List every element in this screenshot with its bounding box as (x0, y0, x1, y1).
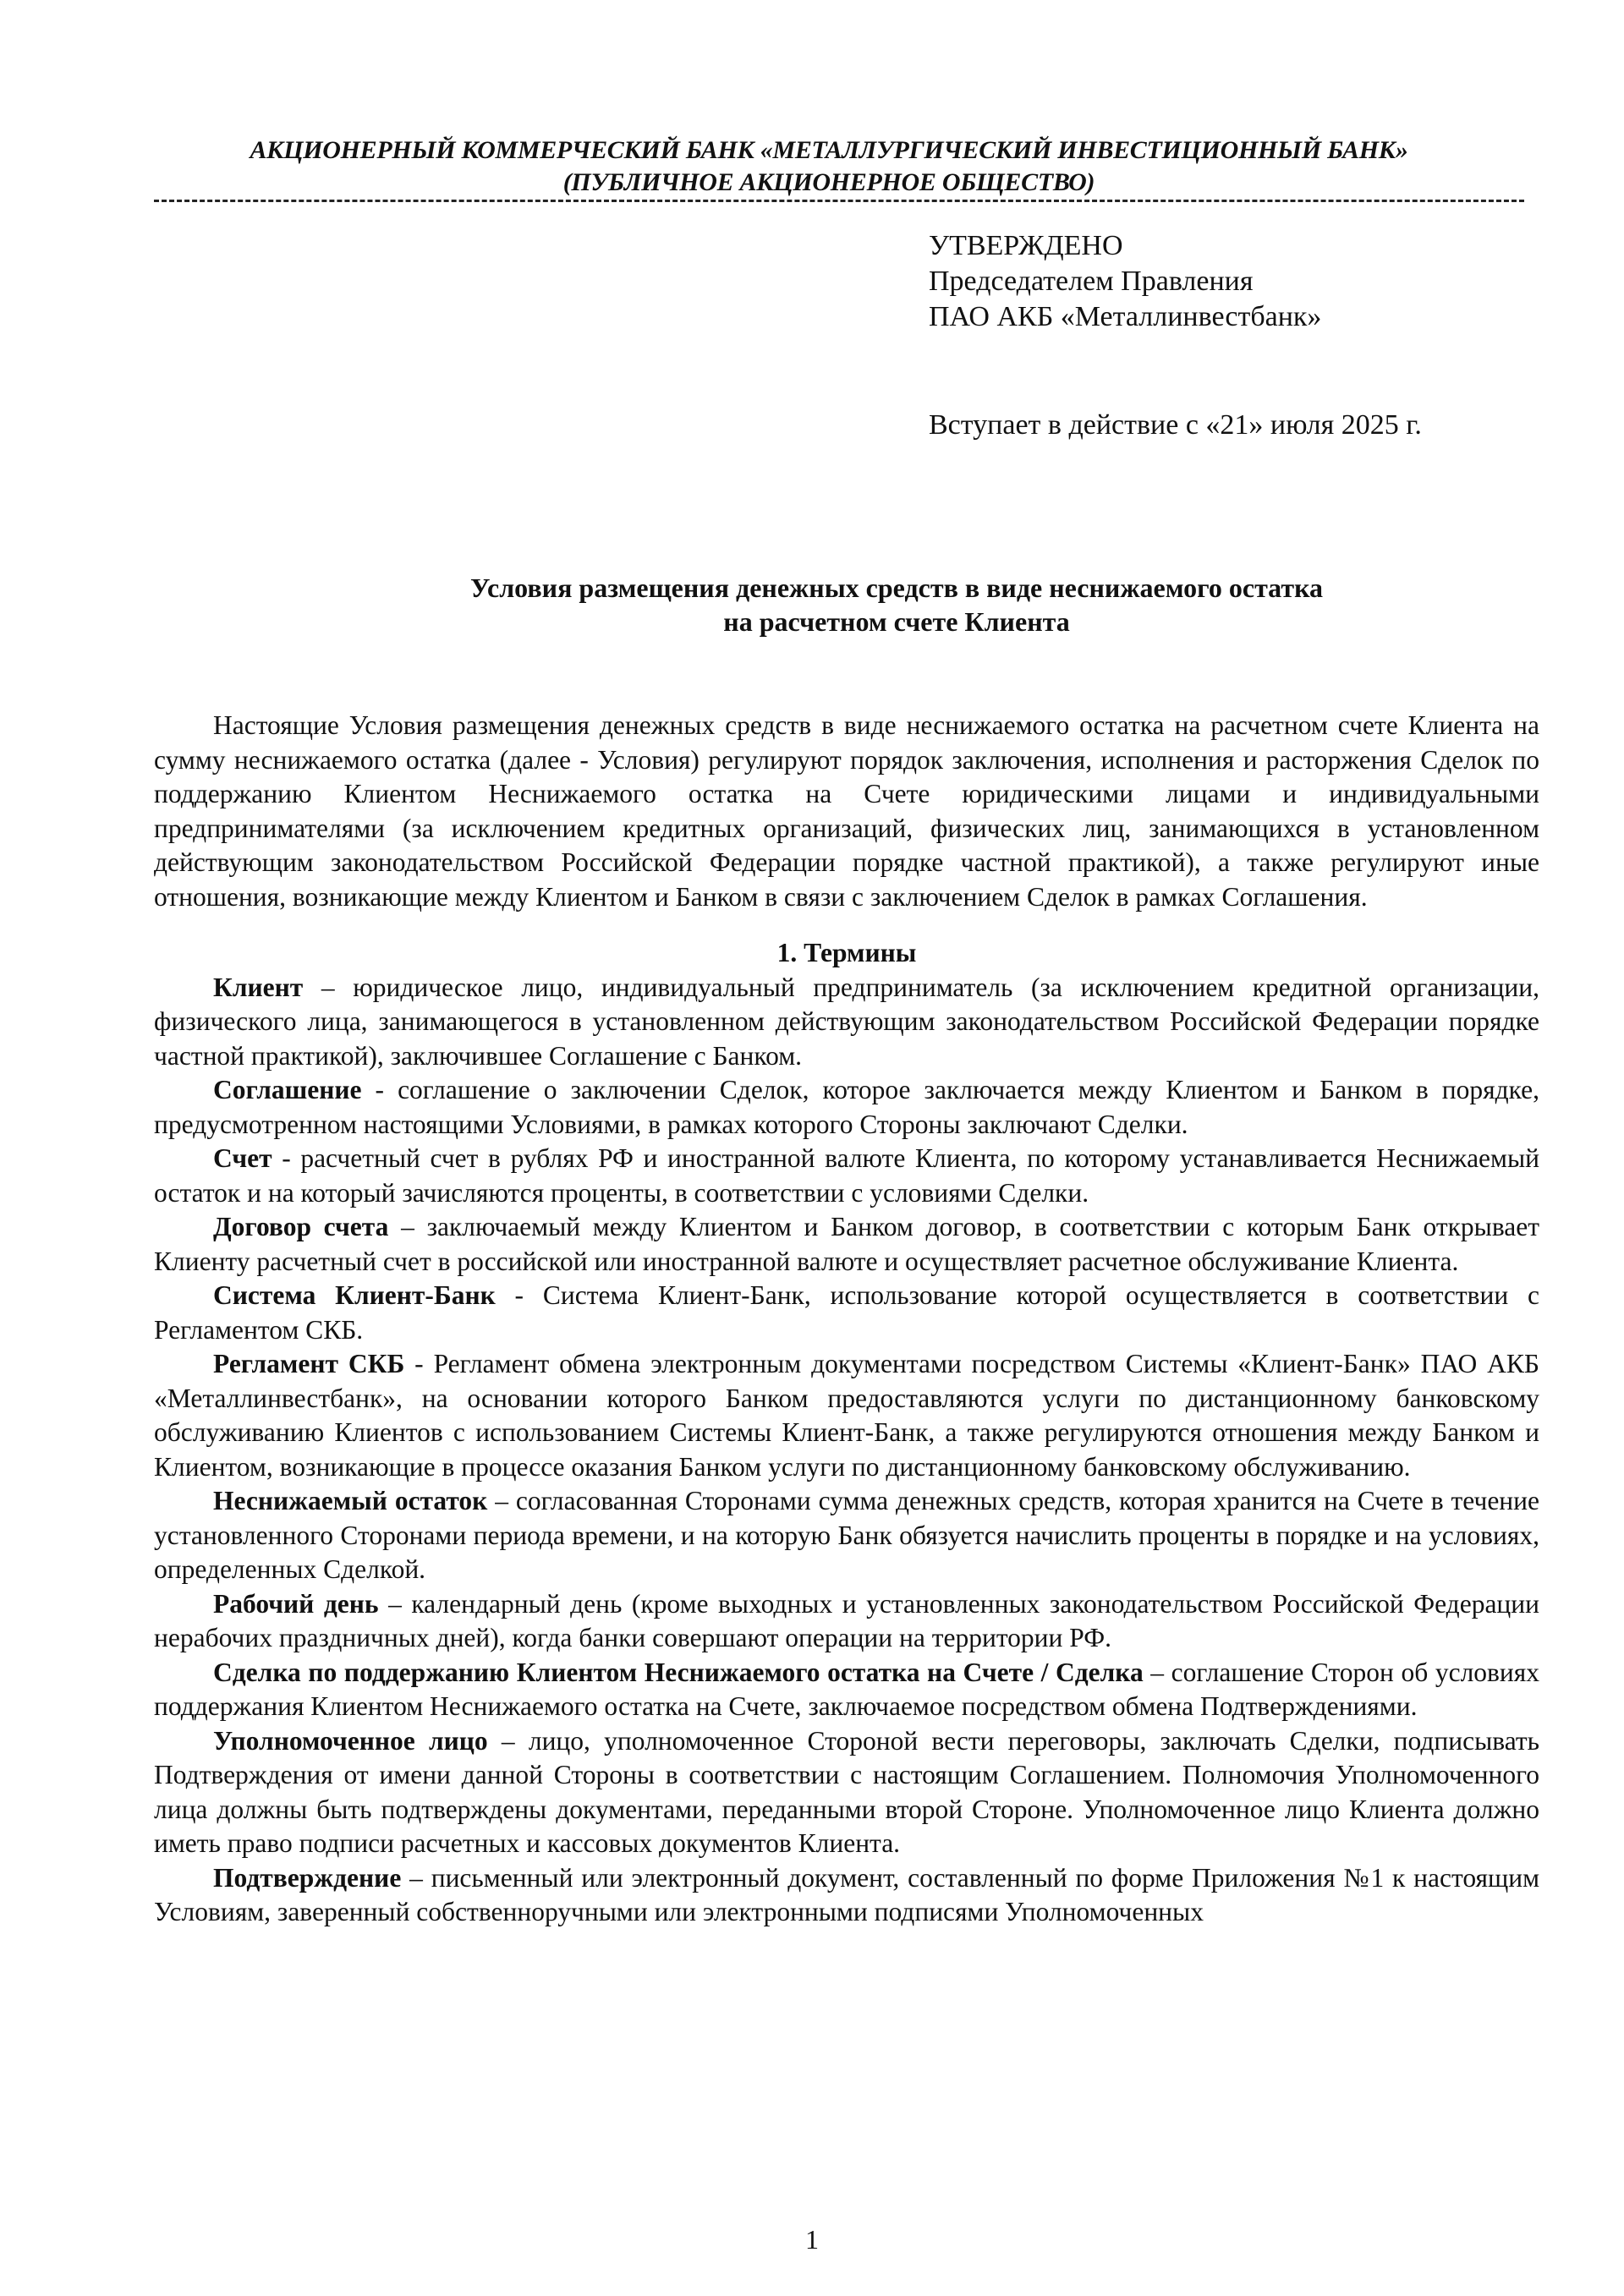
term-name: Неснижаемый остаток (213, 1486, 488, 1515)
term-definition (154, 971, 1539, 1074)
term-text: Система Клиент-Банк, использование которой осуществляется в соответствии с Регламентом СКБ. (154, 1280, 1539, 1345)
term-separator: – (388, 1212, 427, 1241)
bank-name-header: АКЦИОНЕРНЫЙ КОММЕРЧЕСКИЙ БАНК «МЕТАЛЛУРГИЧЕСКИЙ ИНВЕСТИЦИОННЫЙ БАНК» (250, 136, 1408, 164)
header-divider (154, 200, 1524, 205)
term-separator: – (303, 972, 354, 1002)
approval-stamp: УТВЕРЖДЕНО (929, 230, 1123, 261)
title-line-2: на расчетном счете Клиента (723, 606, 1070, 637)
term-name: Подтверждение (213, 1862, 402, 1893)
effective-date: Вступает в действие с «21» июля 2025 г. (929, 409, 1422, 441)
term-text: соглашение о заключении Сделок, которое заключается между Клиентом и Банком в порядке, предусмотренном настоящими Условиями, в рамках которого Стороны заключают Сделки. (154, 1075, 1539, 1139)
term-definition (154, 1210, 1539, 1279)
term-text: юридическое лицо, индивидуальный предприниматель (за исключением кредитной организации, физического лица, занимающегося в установленном действующим законодательством Российской Федерации порядке частной практикой), заключившее Соглашение с Банком. (154, 972, 1539, 1071)
term-name: Счет (213, 1143, 272, 1173)
term-separator: – (1143, 1657, 1171, 1687)
term-name: Соглашение (213, 1075, 362, 1104)
approval-by: Председателем Правления (929, 266, 1254, 297)
term-definition (154, 1073, 1539, 1142)
term-name: Договор счета (213, 1212, 389, 1241)
term-definition (154, 1279, 1539, 1347)
term-separator: – (487, 1725, 529, 1756)
term-separator: – (378, 1588, 412, 1619)
term-separator: - (404, 1349, 434, 1378)
term-text: заключаемый между Клиентом и Банком договор, в соответствии с которым Банк открывает Клиенту расчетный счет в российской или иностранной валюте и осуществляет расчетное обслуживание Клиента. (154, 1212, 1540, 1276)
section-heading: 1. Термины (776, 938, 917, 967)
terms-list (154, 971, 1539, 1930)
document-title (254, 571, 1539, 638)
term-separator: – (401, 1862, 431, 1893)
term-name: Система Клиент-Банк (213, 1280, 496, 1310)
term-definition (154, 1587, 1539, 1656)
title-line-1: Условия размещения денежных средств в виде неснижаемого остатка (469, 573, 1324, 603)
intro-paragraph: Настоящие Условия размещения денежных средств в виде неснижаемого остатка на расчетном счете Клиента на сумму неснижаемого остатка (далее - Условия) регулируют порядок заключения, исполнения и расторжения Сделок по поддержанию Клиентом Неснижаемого остатка на Счете юридическими лицами и индивидуальными предпринимателями (за исключением кредитных организаций, физических лиц, занимающихся в установленном действующим законодательством Российской Федерации порядке частной практикой), а также регулируют иные отношения, возникающие между Клиентом и Банком в связи с заключением Сделок в рамках Соглашения. (154, 710, 1539, 912)
page-number: 1 (805, 2224, 819, 2255)
term-text: лицо, уполномоченное Стороной вести переговоры, заключать Сделки, подписывать Подтверждения от имени данной Стороны в соответствии с настоящим Соглашением. Полномочия Уполномоченного лица должны быть подтверждены документами, переданными второй Стороне. Уполномоченное лицо Клиента должно иметь право подписи расчетных и кассовых документов Клиента. (154, 1725, 1539, 1858)
term-text: соглашение Сторон об условиях поддержания Клиентом Неснижаемого остатка на Счете, заключаемое посредством обмена Подтверждениями. (154, 1657, 1540, 1721)
term-text: календарный день (кроме выходных и установленных законодательством Российской Федерации нерабочих праздничных дней), когда банки совершают операции на территории РФ. (154, 1588, 1539, 1652)
term-definition (154, 1656, 1539, 1724)
term-text: Регламент обмена электронным документами посредством Системы «Клиент-Банк» ПАО АКБ «Металлинвестбанк», на основании которого Банком предоставляются услуги по дистанционному банковскому обслуживанию Клиентов с использованием Системы Клиент-Банк, а также регулируются отношения между Банком и Клиентом, возникающие в процессе оказания Банком услуги по дистанционному банковскому обслуживанию. (154, 1349, 1539, 1482)
term-definition (154, 1484, 1539, 1587)
term-separator: - (361, 1075, 398, 1104)
term-text: письменный или электронный документ, составленный по форме Приложения №1 к настоящим Условиям, заверенный собственноручными или электронными подписями Уполномоченных (154, 1862, 1540, 1926)
term-definition (154, 1861, 1539, 1930)
term-name: Клиент (213, 972, 304, 1002)
bank-form-header: (ПУБЛИЧНОЕ АКЦИОНЕРНОЕ ОБЩЕСТВО) (562, 168, 1095, 196)
term-name: Регламент СКБ (213, 1349, 405, 1378)
term-definition (154, 1142, 1539, 1210)
term-separator: - (272, 1143, 301, 1173)
term-name: Сделка по поддержанию Клиентом Неснижаемого остатка на Счете / Сделка (213, 1657, 1144, 1687)
approval-block (929, 228, 1321, 335)
term-separator: – (487, 1486, 516, 1515)
term-separator: - (495, 1280, 543, 1310)
term-definition (154, 1347, 1539, 1484)
term-definition (154, 1724, 1539, 1861)
term-text: согласованная Сторонами сумма денежных средств, которая хранится на Счете в течение установленного Сторонами периода времени, и на которую Банк обязуется начислить проценты в порядке и на условиях, определенных Сделкой. (154, 1486, 1540, 1584)
document-body (154, 709, 1539, 1930)
term-text: расчетный счет в рублях РФ и иностранной валюте Клиента, по которому устанавливается Неснижаемый остаток и на который зачисляются проценты, в соответствии с условиями Сделки. (154, 1143, 1539, 1208)
term-name: Уполномоченное лицо (213, 1725, 488, 1756)
term-name: Рабочий день (213, 1588, 379, 1619)
approval-org: ПАО АКБ «Металлинвестбанк» (929, 301, 1322, 332)
